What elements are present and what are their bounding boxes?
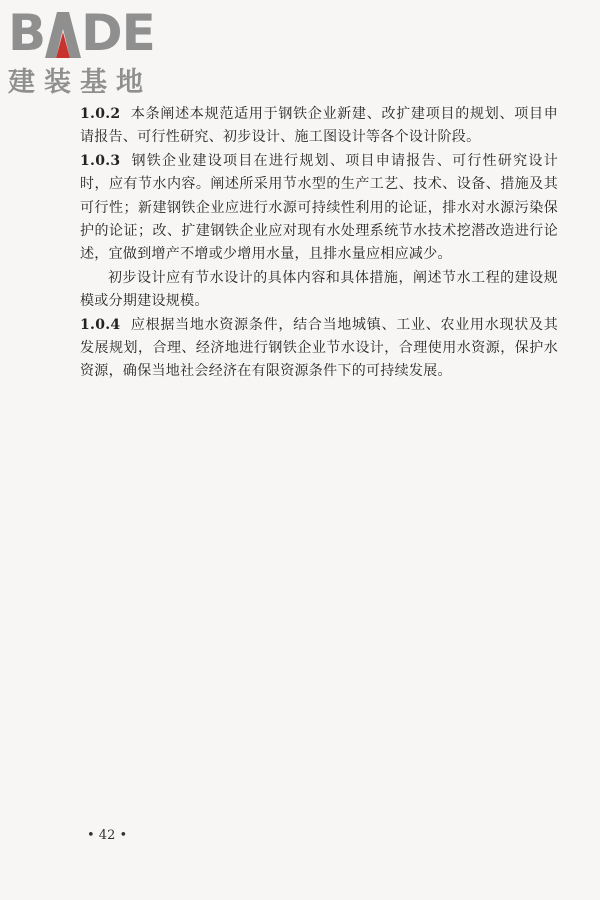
- page-number: • 42 •: [87, 828, 128, 843]
- bade-logo: [8, 4, 178, 99]
- logo-letter-b: B: [8, 4, 46, 62]
- clause-text: 钢铁企业建设项目在进行规划、项目申请报告、可行性研究设计时，应有节水内容。阐述所采用节水型的生产工艺、技术、设备、措施及其可行性；新建钢铁企业应进行水源可持续性利用的论证，排水对水源污染保护的论证；改、扩建钢铁企业应对现有水处理系统节水技术挖潜改造进行论述，宜做到增产不增或少增用水量，且排水量应相应减少。: [80, 152, 558, 263]
- document-body: [80, 103, 558, 384]
- clause-text: 本条阐述本规范适用于钢铁企业新建、改扩建项目的规划、项目申请报告、可行性研究、初步设计、施工图设计等各个设计阶段。: [80, 106, 558, 146]
- logo-subtitle: 建装基地: [8, 67, 152, 98]
- clause-number: 1.0.3: [80, 152, 121, 169]
- clause-number: 1.0.4: [80, 316, 121, 333]
- logo-letter-a-icon: [45, 8, 81, 58]
- logo-wordmark: [8, 4, 178, 62]
- clause-1-0-4: [80, 314, 558, 384]
- logo-letter-e: E: [121, 4, 155, 62]
- clause-text: 应根据当地水资源条件，结合当地城镇、工业、农业用水现状及其发展规划，合理、经济地进行钢铁企业节水设计，合理使用水资源，保护水资源，确保当地社会经济在有限资源条件下的可持续发展。: [80, 316, 558, 380]
- clause-1-0-2: [80, 103, 558, 150]
- logo-letter-d: D: [81, 4, 122, 62]
- clause-1-0-3: [80, 150, 558, 267]
- clause-1-0-3-continuation: 初步设计应有节水设计的具体内容和具体措施，阐述节水工程的建设规模或分期建设规模。: [80, 269, 558, 310]
- clause-number: 1.0.2: [80, 106, 121, 122]
